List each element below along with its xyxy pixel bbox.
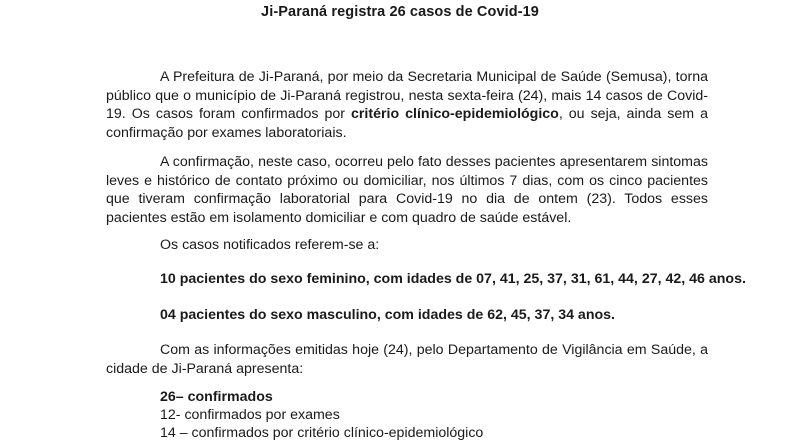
paragraph-confirmation: A confirmação, neste caso, ocorreu pelo fato desses pacientes apresentarem sintomas leves e histórico de contato próximo ou domiciliar, nos últimos 7 dias, com os cinco pacientes que tiveram confirmação laboratorial para Covid-19 no dia de ontem (23). Todos esses pacientes estão em isolamento domiciliar e com quadro de saúde estável. (106, 154, 708, 226)
paragraph-information: Com as informações emitidas hoje (24), pelo Departamento de Vigilância em Saúde, a cidade de Ji-Paraná apresenta: (106, 342, 708, 377)
document-title: Ji-Paraná registra 26 casos de Covid-19 (261, 4, 539, 20)
paragraph-intro-bold: critério clínico-epidemiológico (351, 106, 559, 122)
cases-intro: Os casos notificados referem-se a: (160, 237, 380, 253)
male-cases: 04 pacientes do sexo masculino, com idades de 62, 45, 37, 34 anos. (160, 307, 615, 323)
summary-by-exam: 12- confirmados por exames (160, 407, 340, 423)
summary-total: 26– confirmados (160, 389, 273, 405)
female-cases: 10 pacientes do sexo feminino, com idades de 07, 41, 25, 37, 31, 61, 44, 27, 42, 46 anos. (160, 271, 746, 287)
summary-by-criteria: 14 – confirmados por critério clínico-epidemiológico (160, 425, 484, 441)
paragraph-intro (106, 68, 708, 142)
paragraph-intro-text: A Prefeitura de Ji-Paraná, por meio da Secretaria Municipal de Saúde (Semusa), torna público que o município de Ji-Paraná registrou, nesta sexta-feira (24), mais 14 casos de Covid-19. Os casos foram confirmados por (106, 69, 708, 122)
paragraph-intro-text-end: , ou seja, ainda sem a confirmação por exames laboratoriais. (106, 106, 708, 141)
